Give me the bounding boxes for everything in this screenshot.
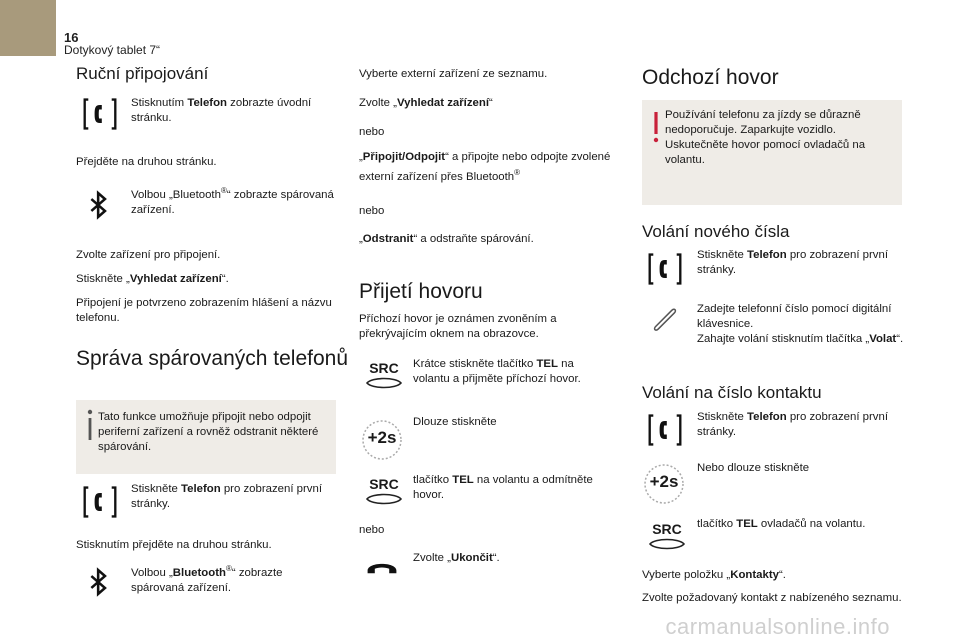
step-select-device: Zvolte zařízení pro připojení.	[76, 249, 221, 261]
outgoing-call-heading: Odchozí hovor	[642, 66, 779, 89]
step-select-contacts: Vyberte položku „Kontakty“.	[642, 569, 786, 581]
phone-icon	[647, 412, 683, 448]
long-press-icon	[360, 418, 404, 462]
step-phone-first: Stiskněte Telefon pro zobrazení první stránky.	[697, 249, 888, 276]
step-choose-contact: Zvolte požadovaný kontakt z nabízeného seznamu.	[642, 592, 902, 604]
connect-disconnect: „Připojit/Odpojit“ a připojte nebo odpojte zvolené externí zařízení přes Bluetooth®	[359, 151, 611, 183]
delete-pairing: „Odstranit“ a odstraňte spárování.	[359, 233, 534, 245]
step-enter-number	[697, 302, 907, 347]
step-second-page: Stisknutím přejděte na druhou stránku.	[76, 539, 272, 551]
enter-number-text: Zadejte telefonní číslo pomocí digitální klávesnice.	[697, 303, 892, 330]
step-or-long-press: Nebo dlouze stiskněte	[697, 462, 810, 474]
phone-icon	[82, 96, 118, 132]
hang-up-icon	[364, 558, 400, 576]
step-phone-first-page: Stiskněte Telefon pro zobrazení první stránky.	[131, 483, 322, 510]
step-next-page: Přejděte na druhou stránku.	[76, 156, 217, 168]
phone-icon	[647, 251, 683, 287]
info-box	[76, 400, 336, 474]
step-long-press: Dlouze stiskněte	[413, 416, 497, 428]
step-confirm: Připojení je potvrzeno zobrazením hlášení a názvu telefonu.	[76, 297, 332, 324]
info-text: Tato funkce umožňuje připojit nebo odpojit periferní zařízení a rovněž odstranit některé spárování.	[98, 411, 319, 453]
bluetooth-icon	[82, 188, 116, 222]
or-text: nebo	[359, 524, 385, 536]
src-label: SRC	[369, 476, 399, 492]
step-bluetooth: Volbou „Bluetooth®“ zobrazte spárovaná zařízení.	[131, 186, 334, 216]
step-end-call: Zvolte „Ukončit“.	[413, 552, 500, 564]
watermark: carmanualsonline.info	[665, 614, 890, 639]
manual-connection-heading: Ruční připojování	[76, 64, 209, 83]
page-tab	[0, 0, 56, 56]
long-press-label: +2s	[367, 428, 397, 447]
warning-icon	[650, 110, 662, 149]
select-external-device: Vyberte externí zařízení ze seznamu.	[359, 68, 548, 80]
manage-paired-heading: Správa spárovaných telefonů	[76, 347, 349, 370]
bluetooth-icon	[82, 565, 116, 599]
incoming-call-text: Příchozí hovor je oznámen zvoněním a překrývajícím oknem na obrazovce.	[359, 313, 557, 340]
step-answer: Krátce stiskněte tlačítko TEL na volantu a přijměte příchozí hovor.	[413, 358, 581, 385]
step-tel-button: tlačítko TEL ovladačů na volantu.	[697, 518, 866, 530]
choose-search: Zvolte „Vyhledat zařízení“	[359, 97, 493, 109]
src-button-icon	[647, 521, 687, 551]
section-title: Dotykový tablet 7“	[64, 43, 161, 57]
phone-icon	[82, 484, 118, 520]
start-call-text: Zahajte volání stisknutím tlačítka „Volat“.	[697, 333, 904, 345]
long-press-icon	[642, 462, 686, 506]
or-text: nebo	[359, 126, 385, 138]
step-bluetooth-paired: Volbou „Bluetooth®“ zobrazte spárovaná zařízení.	[131, 564, 283, 594]
page-number: 16	[64, 30, 79, 45]
src-button-icon	[364, 476, 404, 506]
incoming-call-heading: Přijetí hovoru	[359, 280, 483, 303]
src-label: SRC	[652, 521, 682, 537]
long-press-label: +2s	[649, 472, 679, 491]
contact-call-heading: Volání na číslo kontaktu	[642, 383, 822, 402]
handset-icon	[648, 301, 682, 335]
src-button-icon	[364, 360, 404, 390]
step-phone-first: Stiskněte Telefon pro zobrazení první stránky.	[697, 411, 888, 438]
step-reject: tlačítko TEL na volantu a odmítněte hovor.	[413, 474, 593, 501]
new-number-heading: Volání nového čísla	[642, 222, 790, 241]
step-open-phone: Stisknutím Telefon zobrazte úvodní stránku.	[131, 97, 312, 124]
info-icon	[84, 408, 96, 447]
warning-box	[642, 100, 902, 205]
or-text: nebo	[359, 205, 385, 217]
step-search: Stiskněte „Vyhledat zařízení“.	[76, 273, 229, 285]
warning-text: Používání telefonu za jízdy se důrazně nedoporučuje. Zaparkujte vozidlo. Uskutečněte hovor pomocí ovladačů na volantu.	[665, 109, 866, 166]
src-label: SRC	[369, 360, 399, 376]
